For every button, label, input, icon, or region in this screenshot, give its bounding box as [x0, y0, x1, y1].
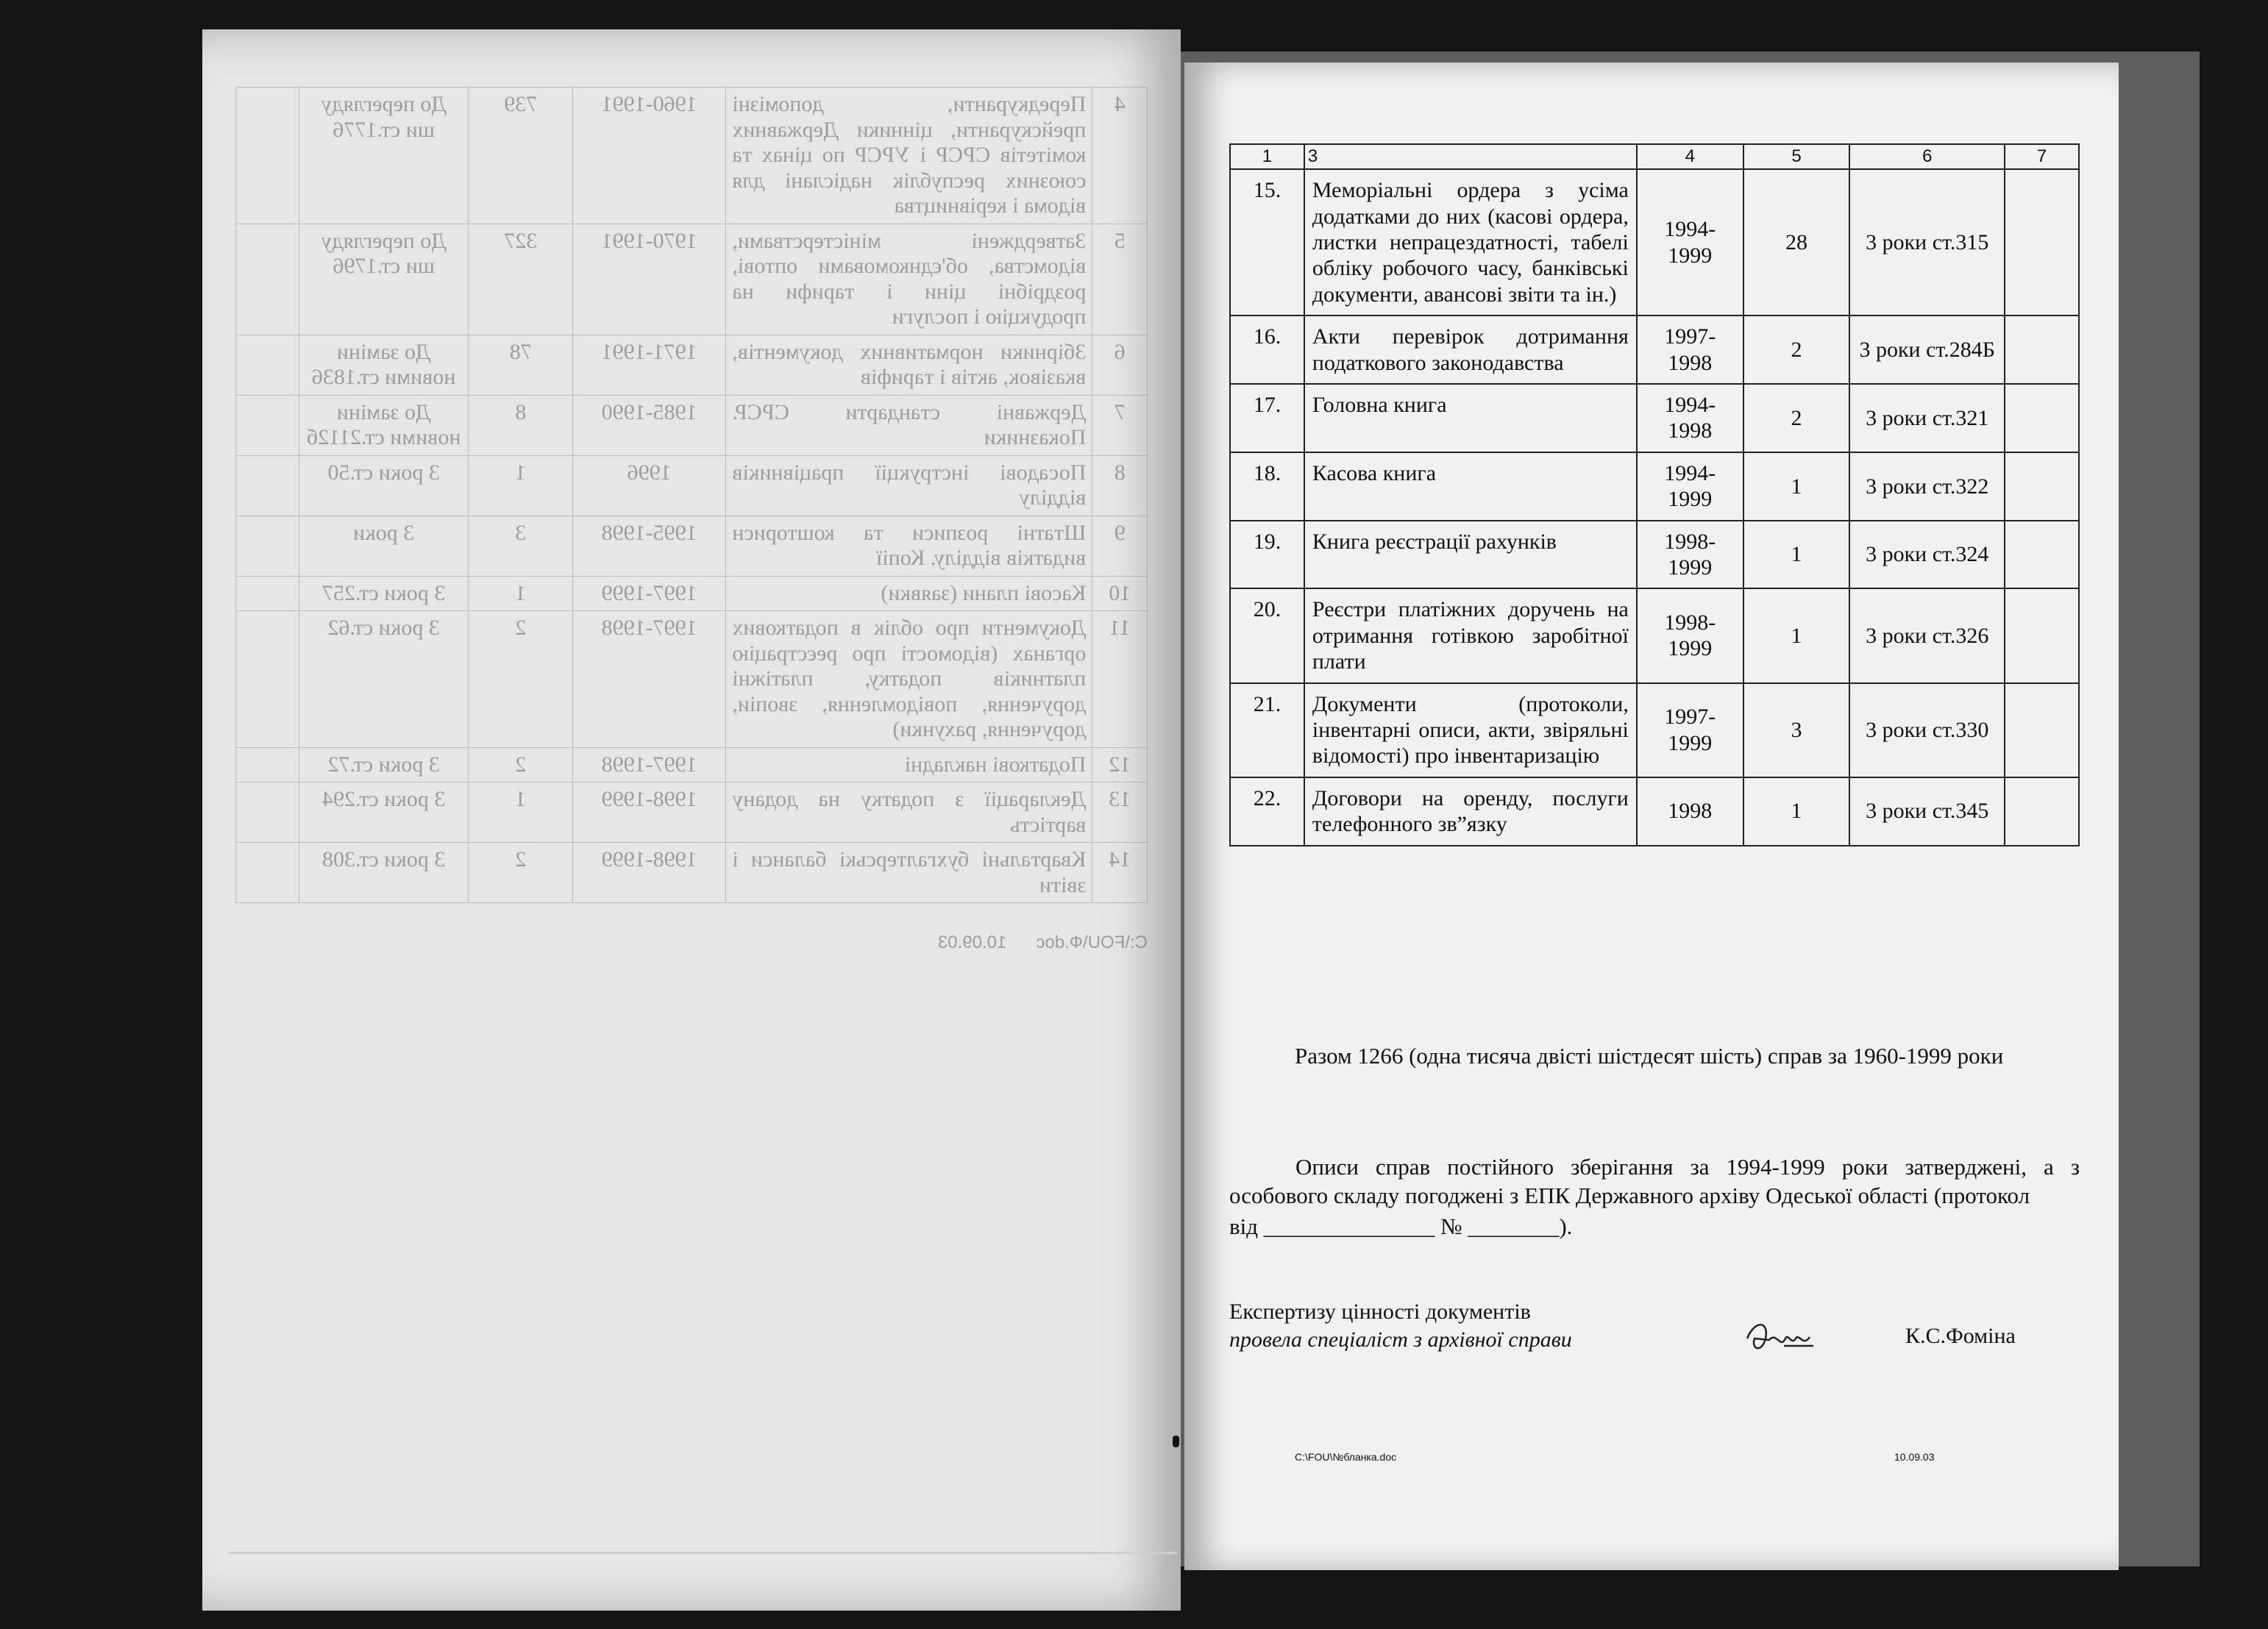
row-note — [2005, 683, 2079, 777]
row-note — [2005, 588, 2079, 682]
expertise-line-1: Експертизу цінності документів — [1229, 1300, 1531, 1324]
row-term: 3 роки ст.322 — [1849, 452, 2005, 521]
ghost-number: 6 — [1092, 335, 1148, 395]
row-term: 3 роки ст.315 — [1849, 169, 2005, 316]
footer-date: 10.09.03 — [1894, 1451, 1935, 1463]
table-header-row — [1230, 144, 2079, 169]
row-count: 28 — [1743, 169, 1850, 316]
ghost-number: 10 — [1092, 576, 1148, 611]
row-title: Меморіальні ордера з усіма додатками до них (касові ордера, листки непрацездатності, табелі обліку робочого часу, банківські документи, авансові звіти та ін.) — [1304, 169, 1637, 316]
approval-protocol-line: від _______________ № ________). — [1229, 1213, 1573, 1239]
ghost-count: 1 — [469, 576, 573, 611]
ghost-term: 3 роки — [299, 516, 469, 576]
row-note — [2005, 777, 2079, 846]
footer-file-path: C:\FOU\№бланка.doc — [1295, 1451, 1397, 1463]
ghost-count: 2 — [469, 747, 573, 783]
row-years: 1994-1998 — [1637, 384, 1743, 452]
ghost-count: 3 — [469, 516, 573, 576]
row-years: 1998-1999 — [1637, 521, 1743, 589]
header-col-5: 5 — [1743, 144, 1850, 169]
ghost-years: 1997-1998 — [572, 611, 725, 748]
ghost-date: 10.09.03 — [937, 933, 1007, 952]
ghost-term: 3 роки ст.72 — [299, 747, 469, 783]
ghost-row — [236, 576, 1148, 611]
page-edges — [228, 1552, 1177, 1605]
ghost-term: 3 роки ст.50 — [299, 455, 469, 516]
row-number: 17. — [1230, 384, 1304, 452]
ghost-row — [236, 455, 1148, 516]
ghost-years: 1970-1991 — [572, 224, 725, 335]
table-row — [1230, 777, 2079, 846]
ghost-count: 1 — [469, 455, 573, 516]
row-count: 2 — [1743, 316, 1850, 384]
row-number: 21. — [1230, 683, 1304, 777]
ghost-number: 9 — [1092, 516, 1148, 576]
header-col-1: 1 — [1230, 144, 1304, 169]
ghost-row — [236, 747, 1148, 783]
ghost-title: Затверджені міністерствами, відомства, об'єднкомовами оптові, роздрібні ціни і тарифи на продукцію і послуги — [726, 224, 1092, 335]
ghost-title: Державні стандарти СРСР. Показники — [726, 395, 1092, 455]
row-years: 1998-1999 — [1637, 588, 1743, 682]
ghost-row — [236, 843, 1148, 903]
ghost-years: 1995-1998 — [572, 516, 725, 576]
row-title: Документи (протоколи, інвентарні описи, акти, звіряльні відомості) про інвентаризацію — [1304, 683, 1637, 777]
ghost-file: C:\FOU\Ф.doc — [1036, 933, 1148, 952]
row-term: 3 роки ст.324 — [1849, 521, 2005, 589]
ghost-count: 2 — [469, 843, 573, 903]
ghost-number: 14 — [1092, 843, 1148, 903]
ghost-title: Квартальні бухгалтерські баланси і звіти — [726, 843, 1092, 903]
ghost-note — [236, 843, 299, 903]
expertise-line-2: провела спеціаліст з архівної справи — [1229, 1327, 1572, 1352]
row-title: Касова книга — [1304, 452, 1637, 521]
ghost-row — [236, 516, 1148, 576]
ghost-note — [236, 747, 299, 783]
row-number: 16. — [1230, 316, 1304, 384]
ghost-note — [236, 516, 299, 576]
ghost-term: До перегляду ши ст.1796 — [299, 224, 469, 335]
ghost-title: Документи про облік в податкових органах (відомості про реєстрацію платників податку, платіжні доручення, повідомлення, звопіи, доручення, рахунки) — [726, 611, 1092, 748]
signatory-name: К.С.Фоміна — [1905, 1324, 2016, 1348]
total-line: Разом 1266 (одна тисяча двісті шістдесят шість) справ за 1960-1999 роки — [1295, 1043, 2004, 1069]
binding-mark — [1173, 1436, 1179, 1447]
ghost-count: 2 — [469, 611, 573, 748]
ghost-title: Штатні розписи та кошторисн видатків відділу. Копії — [726, 516, 1092, 576]
table-row — [1230, 452, 2079, 521]
ghost-years: 1997-1998 — [572, 747, 725, 783]
row-term: 3 роки ст.284Б — [1849, 316, 2005, 384]
ghost-count: 78 — [469, 335, 573, 395]
row-term: 3 роки ст.326 — [1849, 588, 2005, 682]
row-years: 1994-1999 — [1637, 169, 1743, 316]
ghost-years: 1998-1999 — [572, 843, 725, 903]
ghost-years: 1996 — [572, 455, 725, 516]
row-number: 19. — [1230, 521, 1304, 589]
ghost-title: Передкуранти, допомізні прейскуранти, цінники Державних комітетів СРСР і УРСР по цінах та союзних республік надіслані для відома і керівництва — [726, 88, 1092, 224]
ghost-number: 13 — [1092, 783, 1148, 843]
ghost-row — [236, 611, 1148, 748]
ghost-note — [236, 88, 299, 224]
ghost-term: До заміни новими ст.2112б — [299, 395, 469, 455]
bleed-through-table — [235, 87, 1148, 1506]
ghost-note — [236, 224, 299, 335]
row-years: 1997-1999 — [1637, 683, 1743, 777]
row-count: 1 — [1743, 521, 1850, 589]
ghost-number: 8 — [1092, 455, 1148, 516]
row-number: 18. — [1230, 452, 1304, 521]
row-years: 1994-1999 — [1637, 452, 1743, 521]
row-count: 2 — [1743, 384, 1850, 452]
ghost-note — [236, 335, 299, 395]
ghost-term: 3 роки ст.294 — [299, 783, 469, 843]
ghost-years: 1998-1999 — [572, 783, 725, 843]
ghost-years: 1985-1990 — [572, 395, 725, 455]
ghost-row — [236, 395, 1148, 455]
document-table — [1229, 143, 2080, 846]
ghost-count: 1 — [469, 783, 573, 843]
header-col-3: 3 — [1304, 144, 1637, 169]
row-number: 15. — [1230, 169, 1304, 316]
header-col-7: 7 — [2005, 144, 2079, 169]
row-count: 1 — [1743, 777, 1850, 846]
ghost-title: Касові плани (заявки) — [726, 576, 1092, 611]
row-note — [2005, 384, 2079, 452]
ghost-number: 5 — [1092, 224, 1148, 335]
ghost-title: Декларації з податку на додану вартість — [726, 783, 1092, 843]
row-note — [2005, 316, 2079, 384]
ghost-number: 7 — [1092, 395, 1148, 455]
ghost-row — [236, 88, 1148, 224]
row-title: Договори на оренду, послуги телефонного зв”язку — [1304, 777, 1637, 846]
row-title: Акти перевірок дотримання податкового законодавства — [1304, 316, 1637, 384]
row-note — [2005, 452, 2079, 521]
ghost-years: 1971-1991 — [572, 335, 725, 395]
ghost-term: 3 роки ст.257 — [299, 576, 469, 611]
ghost-term: 3 роки ст.62 — [299, 611, 469, 748]
ghost-years: 1960-1991 — [572, 88, 725, 224]
ghost-note — [236, 455, 299, 516]
table-row — [1230, 169, 2079, 316]
row-title: Реєстри платіжних доручень на отримання готівкою заробітної плати — [1304, 588, 1637, 682]
approval-text: Описи справ постійного зберігання за 1994-1999 роки затверджені, а з особового складу погоджені з ЕПК Державного архіву Одеської області (протокол — [1229, 1154, 2080, 1208]
ghost-years: 1997-1999 — [572, 576, 725, 611]
signature-icon — [1740, 1316, 1821, 1361]
ghost-note — [236, 395, 299, 455]
row-number: 20. — [1230, 588, 1304, 682]
row-number: 22. — [1230, 777, 1304, 846]
row-count: 1 — [1743, 452, 1850, 521]
table-row — [1230, 384, 2079, 452]
ghost-title: Посадові інструкції працівників відділу — [726, 455, 1092, 516]
table-row — [1230, 588, 2079, 682]
ghost-title: Податкові накладні — [726, 747, 1092, 783]
row-note — [2005, 169, 2079, 316]
approval-paragraph — [1229, 1153, 2080, 1211]
row-term: 3 роки ст.321 — [1849, 384, 2005, 452]
header-col-4: 4 — [1637, 144, 1743, 169]
row-years: 1998 — [1637, 777, 1743, 846]
ghost-note — [236, 611, 299, 748]
ghost-count: 327 — [469, 224, 573, 335]
ghost-number: 4 — [1092, 88, 1148, 224]
ghost-term: До заміни новими ст.1836 — [299, 335, 469, 395]
ghost-note — [236, 576, 299, 611]
ghost-count: 739 — [469, 88, 573, 224]
row-years: 1997-1998 — [1637, 316, 1743, 384]
row-title: Книга реєстрації рахунків — [1304, 521, 1637, 589]
ghost-row — [236, 335, 1148, 395]
table-row — [1230, 316, 2079, 384]
ghost-number: 12 — [1092, 747, 1148, 783]
ghost-count: 8 — [469, 395, 573, 455]
row-count: 3 — [1743, 683, 1850, 777]
table-row — [1230, 683, 2079, 777]
ghost-term: До перегляду ши ст.1776 — [299, 88, 469, 224]
ghost-footer — [235, 933, 1148, 953]
ghost-title: Збірники нормативних документів, вказівок, актів і тарифів — [726, 335, 1092, 395]
row-title: Головна книга — [1304, 384, 1637, 452]
ghost-number: 11 — [1092, 611, 1148, 748]
ghost-row — [236, 224, 1148, 335]
expertise-block — [1229, 1298, 1572, 1353]
row-count: 1 — [1743, 588, 1850, 682]
header-col-6: 6 — [1849, 144, 2005, 169]
row-term: 3 роки ст.345 — [1849, 777, 2005, 846]
table-row — [1230, 521, 2079, 589]
row-note — [2005, 521, 2079, 589]
ghost-note — [236, 783, 299, 843]
ghost-term: 3 роки ст.308 — [299, 843, 469, 903]
row-term: 3 роки ст.330 — [1849, 683, 2005, 777]
ghost-row — [236, 783, 1148, 843]
